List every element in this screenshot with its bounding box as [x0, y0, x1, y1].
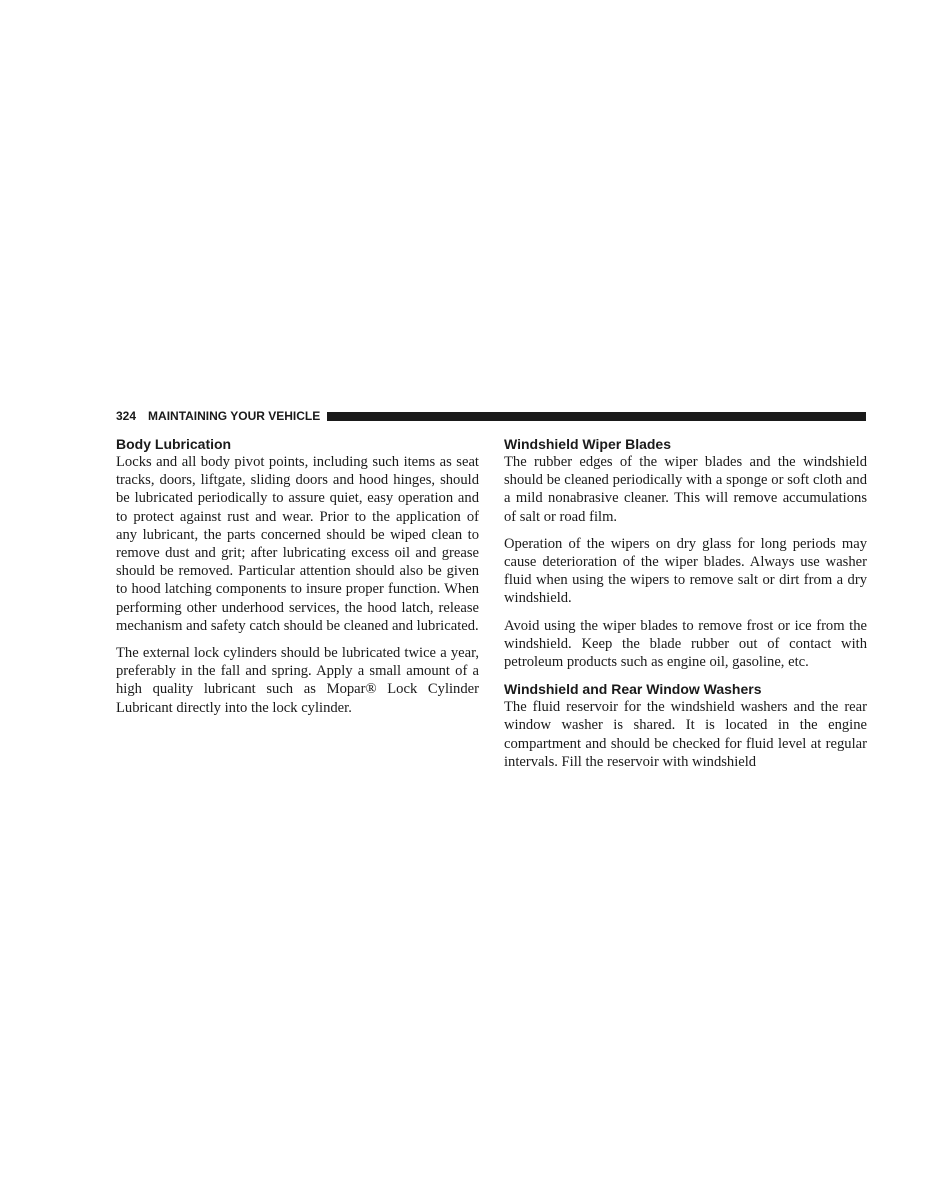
wiper-blades-paragraph-3: Avoid using the wiper blades to remove frost or ice from the windshield. Keep the blade rubber out of contact with petroleum products such as engine oil, gasoline, etc.: [504, 617, 867, 671]
washers-paragraph-1: The fluid reservoir for the windshield washers and the rear window washer is shared. It is located in the engine compartment and should be checked for fluid level at regular intervals. Fill the reservoir with windshield: [504, 699, 867, 770]
section-title: MAINTAINING YOUR VEHICLE: [148, 409, 321, 423]
wiper-blades-paragraph-2: Operation of the wipers on dry glass for long periods may cause deterioration of the wiper blades. Always use washer fluid when using the wipers to remove salt or dirt from a dry windshield.: [504, 535, 867, 607]
washers-heading: Windshield and Rear Window Washers: [504, 681, 762, 698]
wiper-blades-paragraph-1: The rubber edges of the wiper blades and the windshield should be cleaned periodically with a sponge or soft cloth and a mild nonabrasive cleaner. This will remove accumulations of salt or road film.: [504, 454, 867, 525]
body-lubrication-paragraph-2: The external lock cylinders should be lubricated twice a year, preferably in the fall and spring. Apply a small amount of a high quality lubricant such as Mopar® Lock Cylinder Lubricant directly into the lock cylinder.: [116, 645, 479, 716]
wiper-blades-heading: Windshield Wiper Blades: [504, 436, 671, 452]
left-column: [116, 435, 479, 726]
page-header: [116, 408, 866, 424]
right-column: [504, 435, 867, 780]
body-lubrication-paragraph-1: Locks and all body pivot points, including such items as seat tracks, doors, liftgate, sliding doors and hood hinges, should be lubricated periodically to assure quiet, easy operation and to protect against rust and wear. Prior to the application of any lubricant, the parts concerned should be wiped clean to remove dust and grit; after lubricating excess oil and grease should be removed. Particular attention should also be given to hood latching components to insure proper function. When performing other underhood services, the hood latch, release mechanism and safety catch should be cleaned and lubricated.: [116, 454, 479, 634]
header-rule: [327, 412, 866, 421]
page-number: 324: [116, 409, 137, 423]
body-lubrication-heading: Body Lubrication: [116, 436, 232, 452]
